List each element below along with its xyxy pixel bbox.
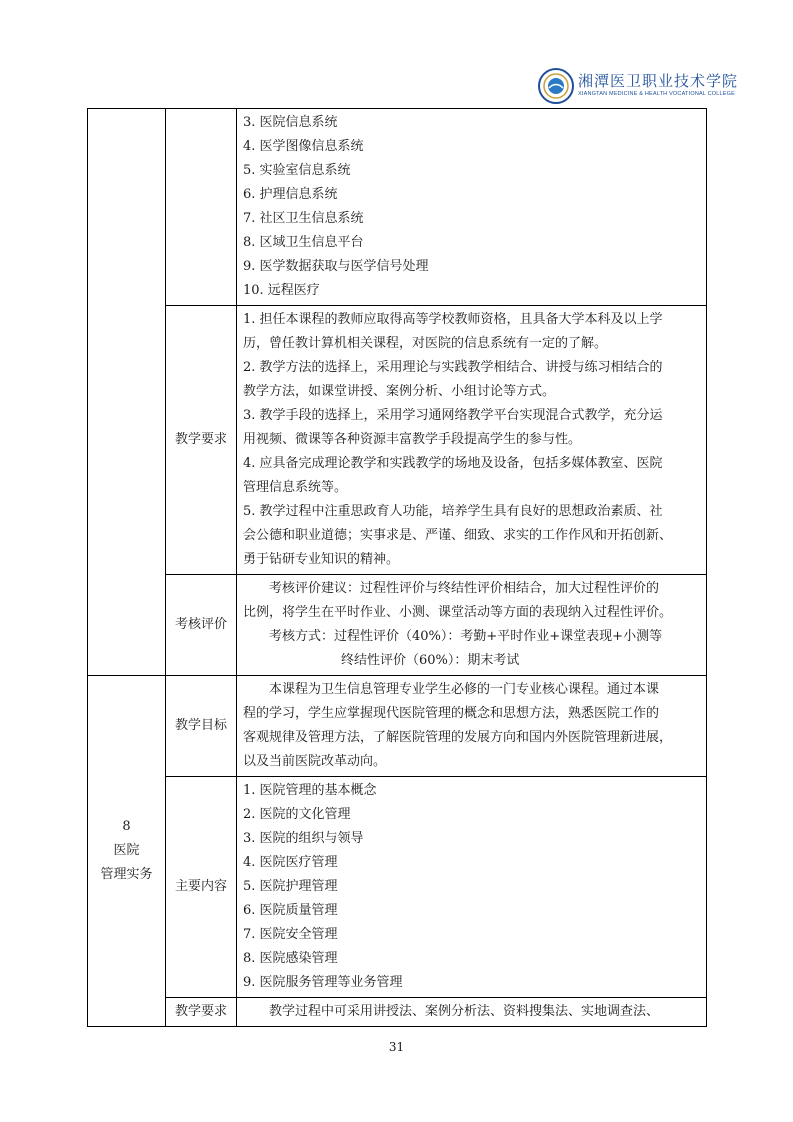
text-line: 会公德和职业道德；实事求是、严谨、细致、求实的工作作风和开拓创新、 <box>243 528 673 543</box>
text-line: 教学过程中可采用讲授法、案例分析法、资料搜集法、实地调查法、 <box>269 1004 660 1019</box>
course8-req-cell <box>237 998 707 1027</box>
list-item: 9. 医学数据获取与医学信号处理 <box>243 259 429 274</box>
text-line: 考核方式：过程性评价（40%）：考勤+平时作业+课堂表现+小测等 <box>269 629 663 644</box>
text-line: 4. 应具备完成理论教学和实践教学的场地及设备，包括多媒体教室、医院 <box>243 456 663 471</box>
course7-req-cell <box>237 306 707 575</box>
course8-content-cell <box>237 777 707 998</box>
text-line: 3. 教学手段的选择上，采用学习通网络教学平台实现混合式教学，充分运 <box>243 408 663 423</box>
course7-content-cell <box>237 109 707 306</box>
text-line: 客观规律及管理方法，了解医院管理的发展方向和国内外医院管理新进展， <box>243 730 673 745</box>
table-row <box>88 676 707 777</box>
text-line: 本课程为卫生信息管理专业学生必修的一门专业核心课程。通过本课 <box>269 682 660 697</box>
text-line: 历，曾任教计算机相关课程，对医院的信息系统有一定的了解。 <box>243 336 608 351</box>
list-item: 2. 医院的文化管理 <box>243 807 351 822</box>
list-item: 5. 医院护理管理 <box>243 879 338 894</box>
course8-name-cell <box>88 676 166 1027</box>
list-item: 6. 医院质量管理 <box>243 903 338 918</box>
course8-content-label: 主要内容 <box>166 777 237 998</box>
table-row <box>88 998 707 1027</box>
course-name-line2: 管理实务 <box>100 867 153 882</box>
text-line: 教学方法，如课堂讲授、案例分析、小组讨论等方式。 <box>243 384 556 399</box>
list-item: 4. 医学图像信息系统 <box>243 139 364 154</box>
list-item: 8. 医院感染管理 <box>243 951 338 966</box>
text-line: 5. 教学过程中注重思政育人功能，培养学生具有良好的思想政治素质、社 <box>243 504 663 519</box>
text-line: 考核评价建议：过程性评价与终结性评价相结合，加大过程性评价的 <box>269 581 660 596</box>
text-line: 比例，将学生在平时作业、小测、课堂活动等方面的表现纳入过程性评价。 <box>243 605 673 620</box>
text-line: 以及当前医院改革动向。 <box>243 754 387 769</box>
course8-req-label: 教学要求 <box>166 998 237 1027</box>
course-table <box>87 108 707 1027</box>
list-item: 7. 医院安全管理 <box>243 927 338 942</box>
list-item: 5. 实验室信息系统 <box>243 163 351 178</box>
course7-req-label: 教学要求 <box>166 306 237 575</box>
list-item: 6. 护理信息系统 <box>243 187 338 202</box>
college-logo <box>538 68 758 110</box>
table-row <box>88 109 707 306</box>
text-line: 程的学习，学生应掌握现代医院管理的概念和思想方法，熟悉医院工作的 <box>243 706 660 721</box>
table-row <box>88 306 707 575</box>
course7-content-label-cell <box>166 109 237 306</box>
course-name-line1: 医院 <box>113 843 140 858</box>
text-line: 2. 教学方法的选择上，采用理论与实践教学相结合、讲授与练习相结合的 <box>243 360 663 375</box>
course7-name-cell <box>88 109 166 676</box>
list-item: 4. 医院医疗管理 <box>243 855 338 870</box>
text-line: 勇于钻研专业知识的精神。 <box>243 552 400 567</box>
list-item: 3. 医院的组织与领导 <box>243 831 364 846</box>
list-item: 1. 医院管理的基本概念 <box>243 783 377 798</box>
college-name-en: XIANGTAN MEDICINE & HEALTH VOCATIONAL COLLEGE <box>578 91 736 97</box>
course8-goal-label: 教学目标 <box>166 676 237 777</box>
table-row <box>88 575 707 676</box>
list-item: 3. 医院信息系统 <box>243 115 338 130</box>
text-line: 1. 担任本课程的教师应取得高等学校教师资格，且具备大学本科及以上学 <box>243 312 663 327</box>
list-item: 8. 区域卫生信息平台 <box>243 235 364 250</box>
text-line: 用视频、微课等各种资源丰富教学手段提高学生的参与性。 <box>243 432 582 447</box>
course8-goal-cell <box>237 676 707 777</box>
college-name: 湘潭医卫职业技术学院 <box>578 72 739 90</box>
text-line: 终结性评价（60%）：期末考试 <box>341 653 520 668</box>
list-item: 7. 社区卫生信息系统 <box>243 211 364 226</box>
course7-assess-cell <box>237 575 707 676</box>
course7-assess-label: 考核评价 <box>166 575 237 676</box>
college-emblem-icon <box>538 68 574 104</box>
list-item: 9. 医院服务管理等业务管理 <box>243 975 403 990</box>
list-item: 10. 远程医疗 <box>243 283 320 298</box>
course-number: 8 <box>122 819 131 834</box>
text-line: 管理信息系统等。 <box>243 480 348 495</box>
table-row <box>88 777 707 998</box>
page-number: 31 <box>388 1040 405 1054</box>
